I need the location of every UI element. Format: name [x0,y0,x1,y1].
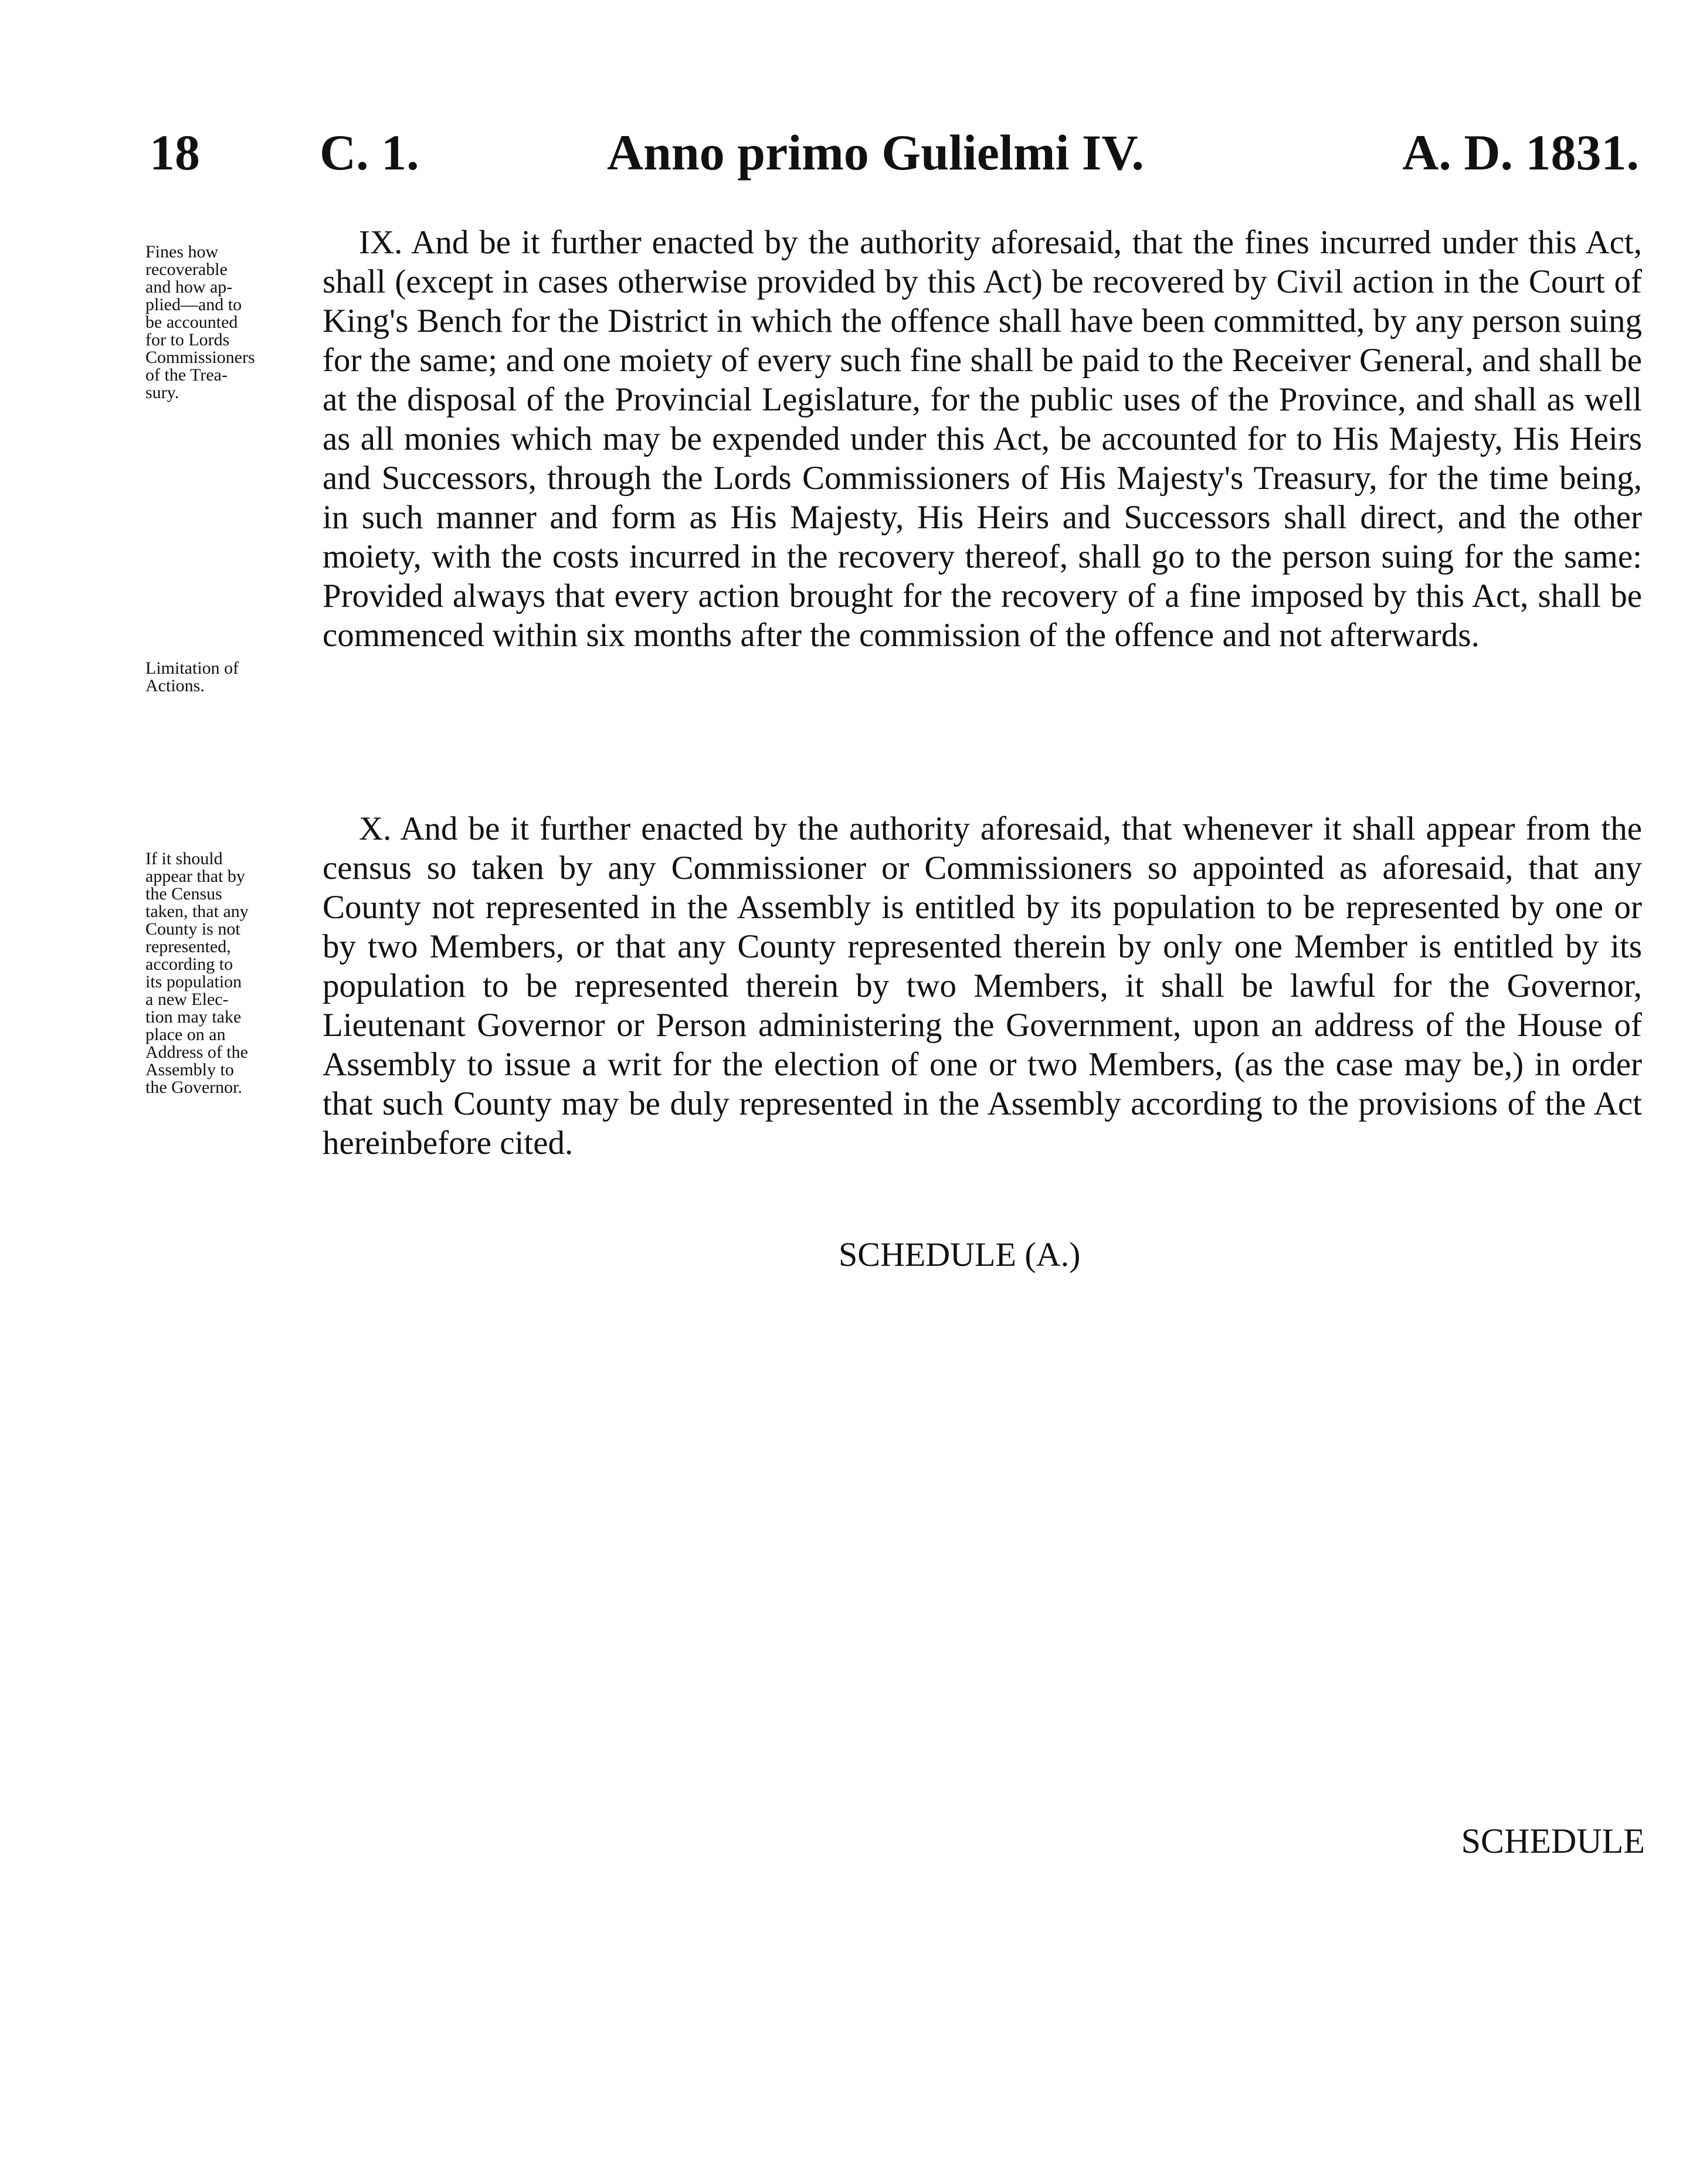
catchword: SCHEDULE [1461,1822,1645,1860]
chapter-label: C. 1. [320,124,419,181]
marginal-note-fines: Fines how recoverable and how ap- plied—and to be accounted for to Lords Commissioners of the Trea- sury. [145,242,255,402]
year-label: A. D. 1831. [1402,124,1639,181]
section-x-paragraph: X. And be it further enacted by the authority aforesaid, that whenever it shall appear from the census so taken by any Commissioner or Commissioners so appointed as aforesaid, that any County not represented in the Assembly is entitled by its population to be represented by one or by two Members, or that any County represented therein by only one Member is entitled by its population to be represented therein by two Members, it shall be lawful for the Governor, Lieutenant Governor or Person administering the Government, upon an address of the House of Assembly to issue a writ for the election of one or two Members, (as the case may be,) in order that such County may be duly represented in the Assembly according to the provisions of the Act hereinbefore cited. [323,810,1642,1161]
running-title: Anno primo Gulielmi IV. [607,124,1144,181]
marginal-note-census: If it should appear that by the Census taken, that any County is not represented, according to its population a new Elec- tion may take place on an Address of the Assembly to the Governor. [145,849,249,1097]
schedule-heading: SCHEDULE (A.) [839,1235,1081,1273]
page-header [150,117,1639,188]
marginal-note-limitation: Limitation of Actions. [145,658,239,695]
page-number: 18 [150,124,200,181]
section-ix-paragraph: IX. And be it further enacted by the authority aforesaid, that the fines incurred under this Act, shall (except in cases otherwise provided by this Act) be recovered by Civil action in the Court of King's Bench for the District in which the offence shall have been committed, by any person suing for the same; and one moiety of every such fine shall be paid to the Receiver General, and shall be at the disposal of the Provincial Legislature, for the public uses of the Province, and shall as well as all monies which may be expended under this Act, be accounted for to His Majesty, His Heirs and Successors, through the Lords Commissioners of His Majesty's Treasury, for the time being, in such manner and form as His Majesty, His Heirs and Successors shall direct, and the other moiety, with the costs incurred in the recovery thereof, shall go to the person suing for the same: Provided always that every action brought for the recovery of a fine imposed by this Act, shall be commenced within six months after the commission of the offence and not afterwards. [323,224,1642,654]
